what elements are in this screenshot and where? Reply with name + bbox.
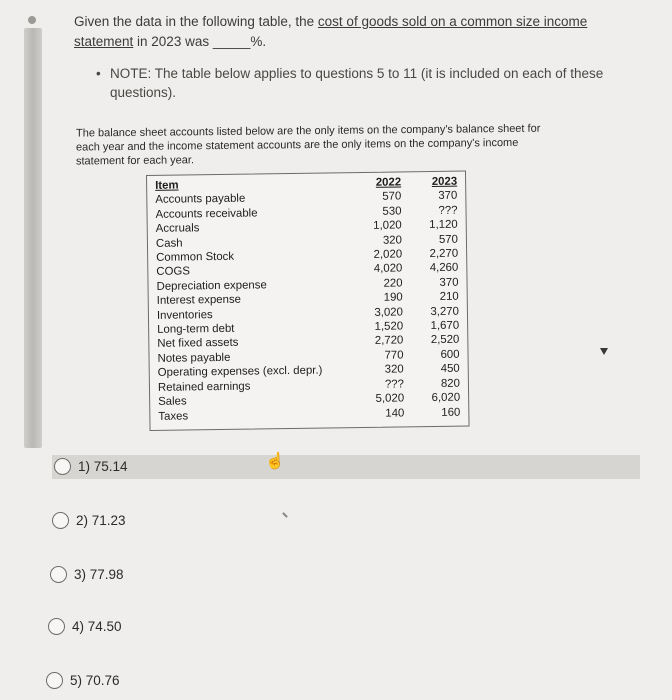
table-cell-2023: 600 bbox=[440, 348, 460, 361]
table-cell-2023: 4,260 bbox=[429, 262, 459, 275]
item-header: Item bbox=[155, 179, 179, 192]
table-cell-2023: ??? bbox=[438, 204, 458, 217]
bullet-icon: • bbox=[96, 66, 101, 81]
radio-icon[interactable] bbox=[54, 458, 71, 475]
table-cell-item: Retained earnings bbox=[157, 380, 251, 394]
table-cell-item: Taxes bbox=[158, 409, 189, 423]
table-cell-item: Interest expense bbox=[156, 293, 242, 308]
year-2022-column bbox=[361, 175, 404, 420]
note-block bbox=[96, 64, 616, 102]
table-cell-2022: 3,020 bbox=[374, 306, 404, 319]
table-cell-item: Notes payable bbox=[157, 351, 231, 365]
hovered-option-highlight bbox=[52, 455, 640, 479]
radio-icon[interactable] bbox=[52, 512, 69, 529]
table-cell-2023: 2,270 bbox=[429, 247, 459, 261]
table-cell-2022: 1,520 bbox=[374, 320, 404, 333]
table-cell-item: Common Stock bbox=[156, 250, 235, 264]
note-text: NOTE: The table below applies to questions 5 to 11 (it is included on each of these questions). bbox=[110, 66, 604, 100]
radio-icon[interactable] bbox=[50, 566, 67, 583]
year-2023-column bbox=[417, 175, 460, 420]
table-cell-item: Accounts payable bbox=[155, 193, 246, 207]
table-cell-2022: 4,020 bbox=[373, 262, 403, 276]
table-cell-2022: 190 bbox=[383, 291, 403, 304]
table-cell-2022: 530 bbox=[382, 205, 402, 218]
scroll-indicator-icon bbox=[28, 16, 36, 24]
answer-option-2[interactable] bbox=[52, 512, 126, 529]
radio-icon[interactable] bbox=[48, 618, 65, 635]
table-cell-item: Depreciation expense bbox=[156, 279, 267, 293]
answer-option-3[interactable] bbox=[50, 566, 124, 583]
table-cell-2022: ??? bbox=[384, 378, 405, 391]
table-cell-2023: 6,020 bbox=[431, 391, 461, 405]
table-cell-item: Accruals bbox=[155, 222, 200, 236]
table-cell-2023: 160 bbox=[441, 406, 461, 419]
radio-icon[interactable] bbox=[46, 672, 63, 689]
year-2022-header: 2022 bbox=[375, 176, 402, 189]
table-cell-item: Accounts receivable bbox=[155, 207, 258, 221]
table-cell-2023: 450 bbox=[440, 362, 460, 376]
question-middle: in 2023 was bbox=[133, 34, 213, 49]
option-label: 5) 70.76 bbox=[70, 673, 120, 688]
question-prefix: Given the data in the following table, the bbox=[74, 14, 318, 29]
table-cell-2023: 820 bbox=[440, 377, 461, 390]
table-cell-item: Operating expenses (excl. depr.) bbox=[157, 364, 323, 380]
table-cell-2023: 370 bbox=[438, 190, 458, 203]
table-cell-2023: 210 bbox=[439, 290, 459, 304]
table-cell-2022: 140 bbox=[385, 406, 405, 420]
item-column bbox=[155, 177, 323, 424]
answer-option-5[interactable] bbox=[46, 672, 120, 689]
option-label: 4) 74.50 bbox=[72, 619, 122, 634]
table-cell-2022: 220 bbox=[383, 277, 403, 290]
hand-pointer-icon: ☝ bbox=[265, 453, 285, 470]
table-cell-2022: 570 bbox=[382, 190, 402, 204]
table-cell-2022: 770 bbox=[384, 349, 404, 362]
table-cell-2023: 370 bbox=[439, 276, 459, 289]
question-suffix: %. bbox=[250, 34, 267, 49]
table-cell-item: COGS bbox=[156, 265, 190, 279]
data-table bbox=[146, 171, 470, 431]
table-cell-item: Cash bbox=[155, 237, 183, 250]
year-2023-header: 2023 bbox=[431, 175, 458, 189]
table-cell-item: Inventories bbox=[156, 308, 213, 322]
table-cell-2023: 1,670 bbox=[430, 319, 460, 333]
table-cell-2023: 3,270 bbox=[430, 305, 460, 318]
question-sidebar-bar bbox=[24, 28, 42, 448]
table-cell-item: Net fixed assets bbox=[157, 337, 239, 351]
table-description: The balance sheet accounts listed below are the only items on the company's balance sheet for each year and the income statement accounts are the only items on the company's income statement for each year. bbox=[76, 122, 541, 168]
answer-option-4[interactable] bbox=[48, 618, 122, 635]
table-cell-2022: 320 bbox=[382, 234, 403, 247]
option-label: 1) 75.14 bbox=[78, 459, 128, 474]
table-cell-2023: 2,520 bbox=[430, 334, 460, 347]
option-label: 3) 77.98 bbox=[74, 567, 124, 582]
question-text bbox=[74, 12, 634, 52]
answer-option-1[interactable] bbox=[54, 458, 128, 475]
table-cell-2023: 570 bbox=[438, 233, 459, 246]
table-cell-2022: 320 bbox=[384, 363, 404, 376]
table-cell-2022: 1,020 bbox=[373, 219, 402, 233]
stray-mark bbox=[282, 512, 288, 518]
option-label: 2) 71.23 bbox=[76, 513, 126, 528]
table-cell-item: Long-term debt bbox=[157, 322, 235, 336]
table-cell-2022: 2,020 bbox=[373, 248, 403, 261]
question-emphasis: cost of goods sold on a common size income statement bbox=[74, 14, 588, 49]
answer-blank: _____ bbox=[212, 34, 251, 49]
table-cell-2022: 5,020 bbox=[375, 392, 405, 405]
table-cell-2023: 1,120 bbox=[429, 218, 458, 232]
table-cell-item: Sales bbox=[158, 395, 187, 408]
table-cell-2022: 2,720 bbox=[374, 334, 404, 348]
dropdown-arrow-icon bbox=[600, 348, 608, 355]
